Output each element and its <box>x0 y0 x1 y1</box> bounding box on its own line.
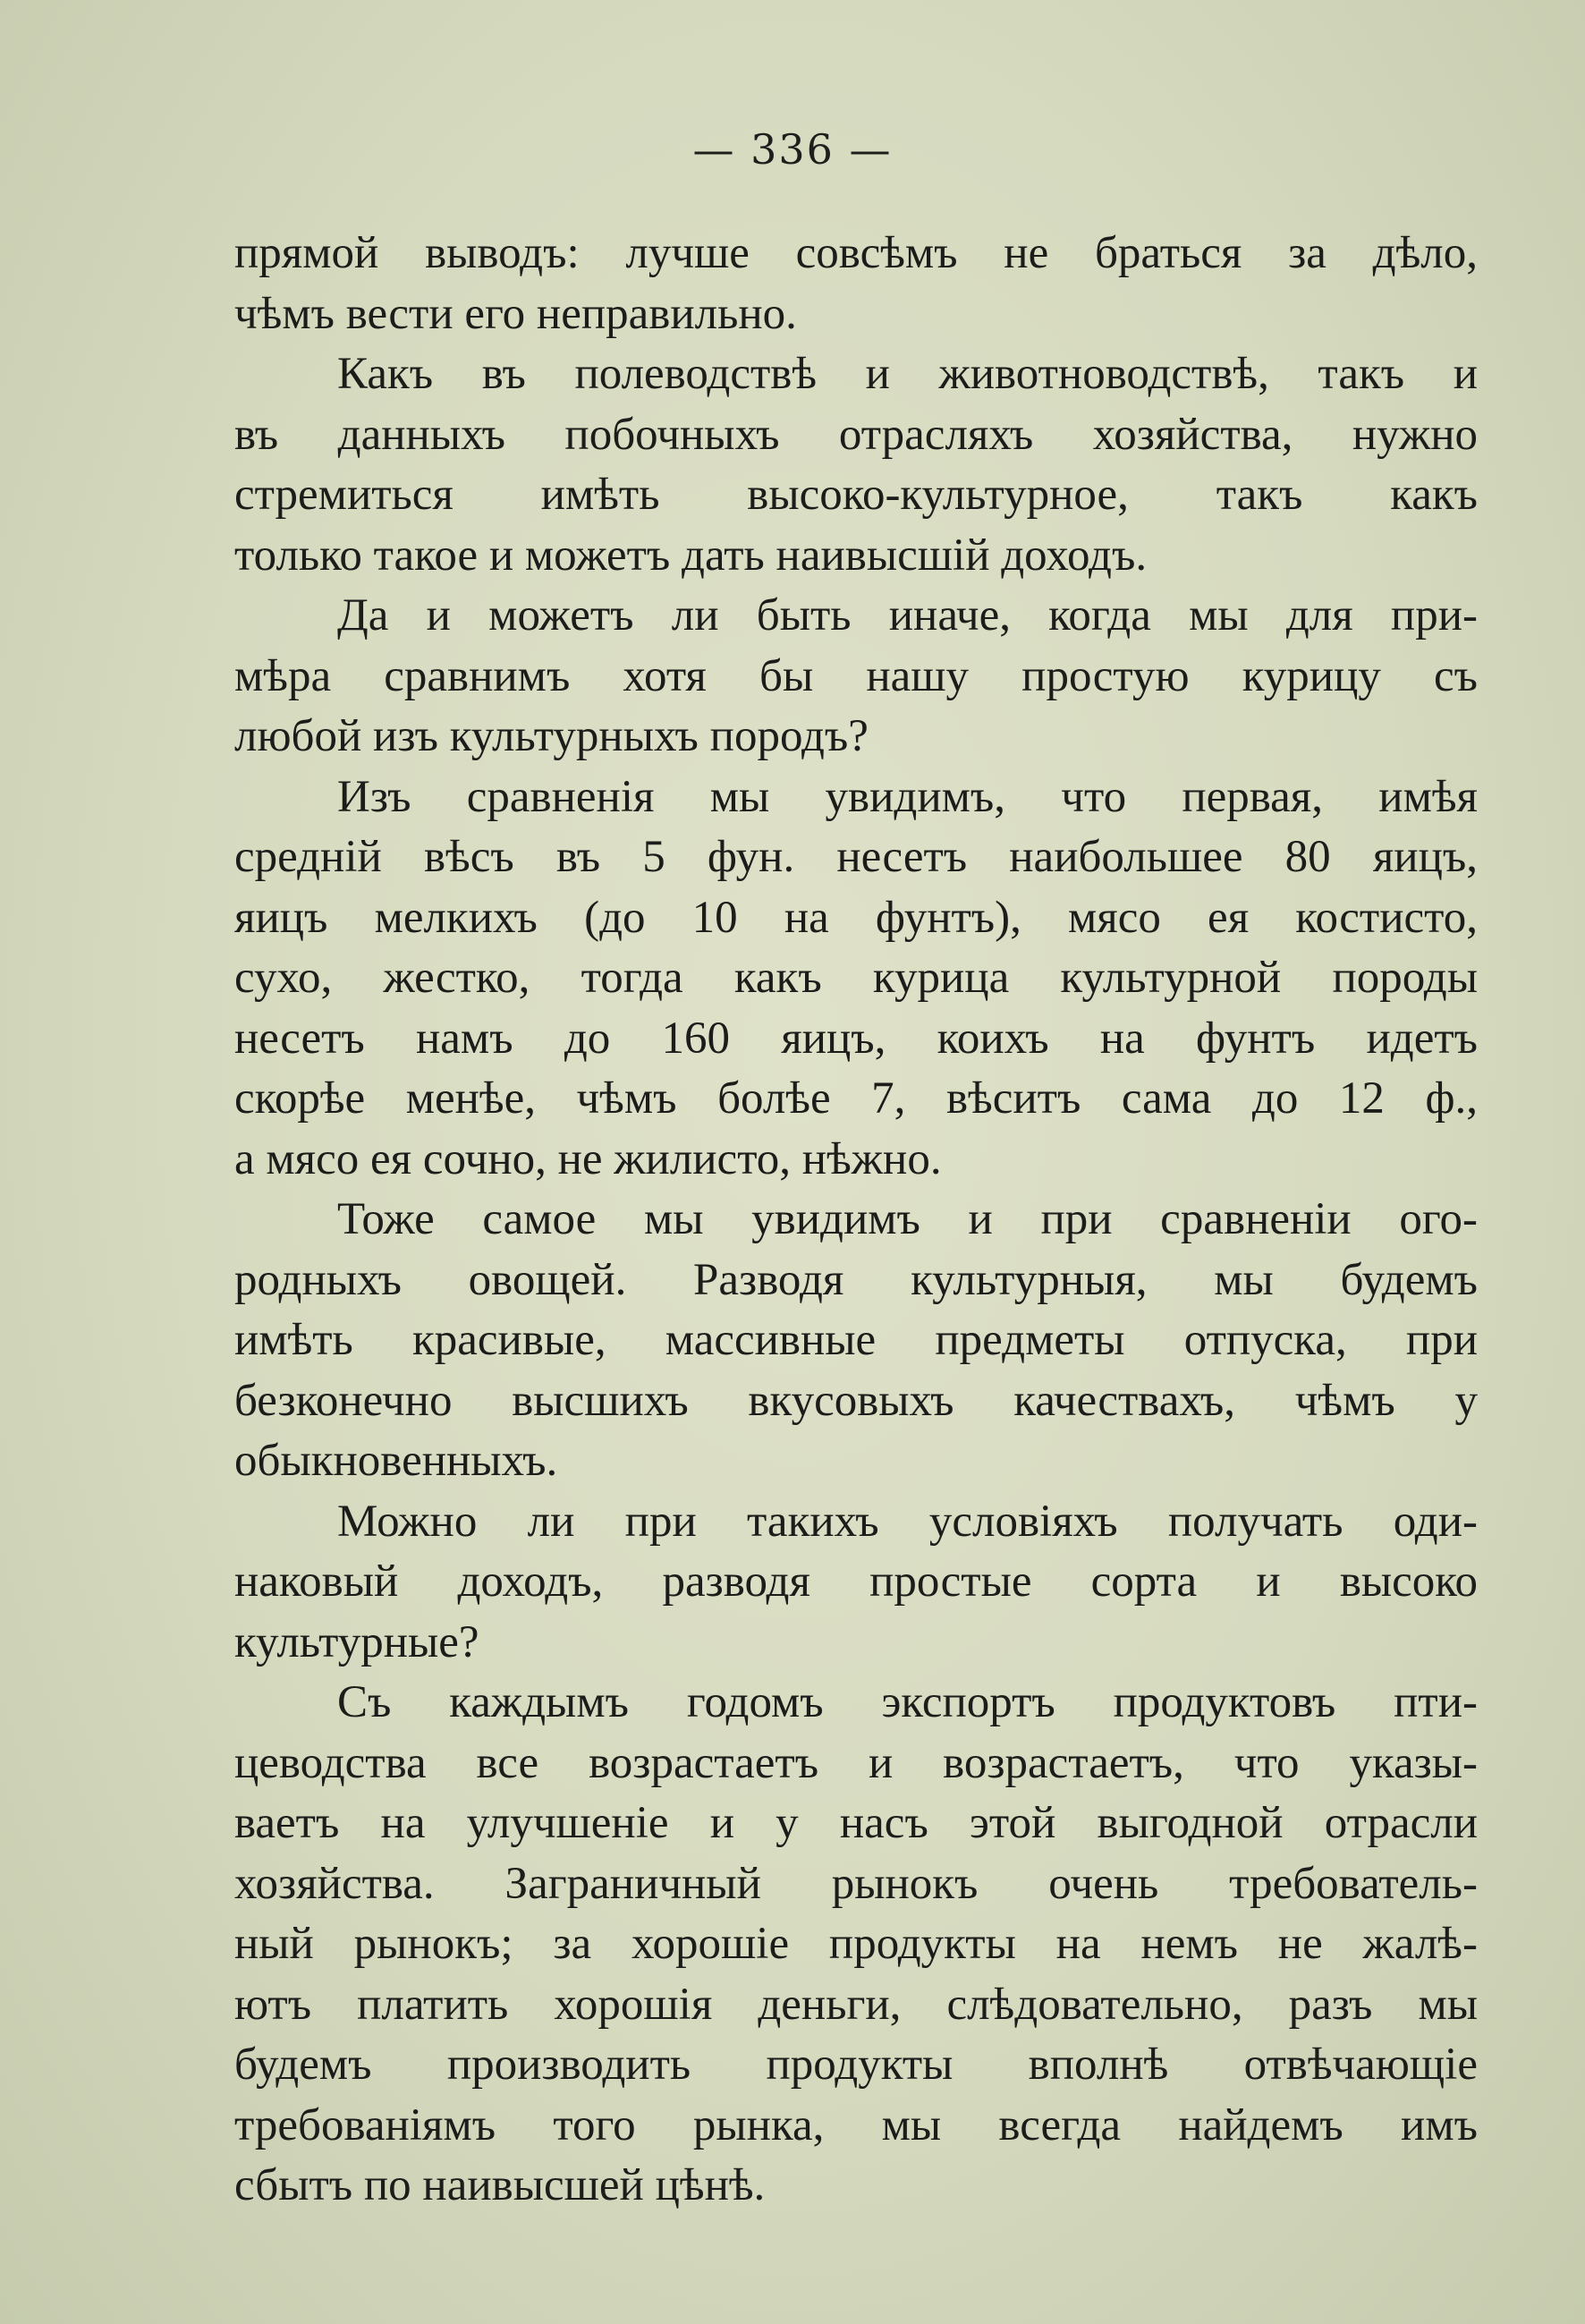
text-line: Съ каждымъ годомъ экспортъ продуктовъ пти- <box>337 1677 1478 1727</box>
text-line: Какъ въ полеводствѣ и животноводствѣ, такъ и <box>337 349 1478 399</box>
text-line: культурные? <box>234 1616 479 1667</box>
body-text <box>234 224 1478 2217</box>
text-line: въ данныхъ побочныхъ отрасляхъ хозяйства, нужно <box>234 409 1478 460</box>
text-line: наковый доходъ, разводя простые сорта и высоко <box>234 1556 1478 1607</box>
text-line: ный рынокъ; за хорошіе продукты на немъ не жалѣ- <box>234 1919 1478 1969</box>
text-line: мѣра сравнимъ хотя бы нашу простую курицу съ <box>234 650 1478 701</box>
text-line: сухо, жестко, тогда какъ курица культурной породы <box>234 953 1478 1003</box>
text-line: безконечно высшихъ вкусовыхъ качествахъ, чѣмъ у <box>234 1375 1478 1426</box>
text-line: будемъ производить продукты вполнѣ отвѣчающіе <box>234 2040 1478 2090</box>
text-line: Тоже самое мы увидимъ и при сравненіи ого- <box>337 1194 1478 1244</box>
text-line: хозяйства. Заграничный рынокъ очень требователь- <box>234 1858 1478 1909</box>
text-line: чѣмъ вести его неправильно. <box>234 288 797 339</box>
text-line: прямой выводъ: лучше совсѣмъ не браться за дѣло, <box>234 228 1478 278</box>
text-line: имѣть красивые, массивные предметы отпуска, при <box>234 1315 1478 1365</box>
text-line: ваетъ на улучшеніе и у насъ этой выгодной отрасли <box>234 1798 1478 1848</box>
text-line: Изъ сравненія мы увидимъ, что первая, имѣя <box>337 771 1478 822</box>
text-line: стремиться имѣть высоко-культурное, такъ какъ <box>234 470 1478 520</box>
page-number: — 336 — <box>692 125 893 174</box>
text-line: среднiй вѣсъ въ 5 фун. несетъ наибольшее 80 яицъ, <box>234 832 1478 882</box>
text-line: ютъ платить хорошія деньги, слѣдовательно, разъ мы <box>234 1979 1478 2030</box>
text-line: родныхъ овощей. Разводя культурныя, мы будемъ <box>234 1254 1478 1305</box>
text-line: яицъ мелкихъ (до 10 на фунтъ), мясо ея костисто, <box>234 892 1478 943</box>
text-line: только такое и можетъ дать наивысшій доходъ. <box>234 530 1148 581</box>
text-line: требованіямъ того рынка, мы всегда найдемъ имъ <box>234 2099 1478 2150</box>
text-line: обыкновенныхъ. <box>234 1436 558 1486</box>
text-line: а мясо ея сочно, не жилисто, нѣжно. <box>234 1133 942 1184</box>
text-line: любой изъ культурныхъ породъ? <box>234 711 869 761</box>
text-line: несетъ намъ до 160 яицъ, коихъ на фунтъ идетъ <box>234 1013 1478 1064</box>
text-line: сбытъ по наивысшей цѣнѣ. <box>234 2160 766 2210</box>
text-line: Можно ли при такихъ условіяхъ получать оди- <box>337 1496 1478 1547</box>
text-line: цеводства все возрастаетъ и возрастаетъ, что указы- <box>234 1737 1478 1788</box>
text-line: скорѣе менѣе, чѣмъ болѣе 7, вѣситъ сама до 12 ф., <box>234 1073 1478 1124</box>
text-line: Да и можетъ ли быть иначе, когда мы для при- <box>337 590 1478 640</box>
